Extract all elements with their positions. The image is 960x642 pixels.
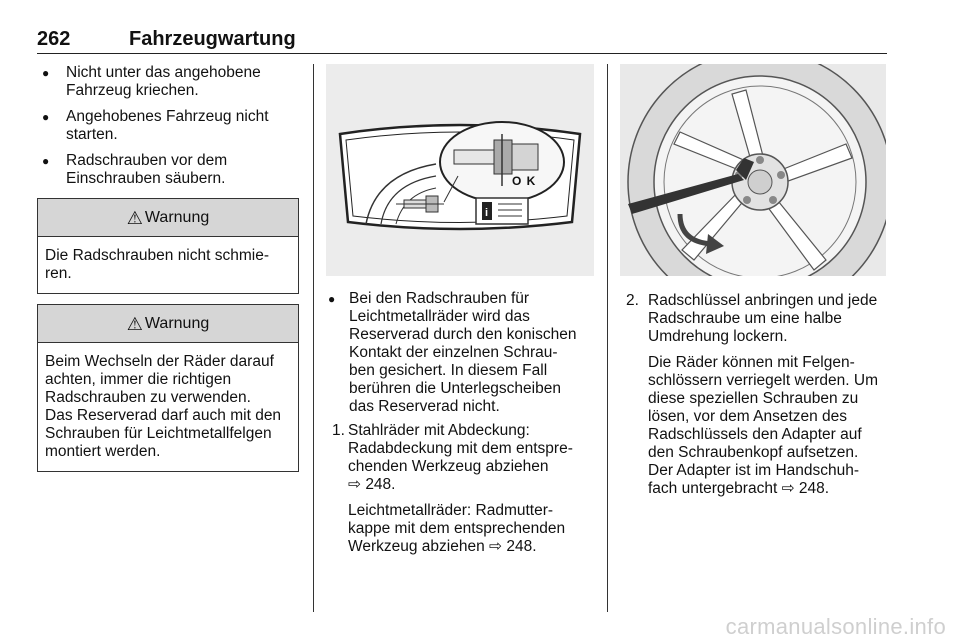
step-item [326,422,596,556]
warning-triangle-icon: ⚠ [126,313,143,334]
wheel-wrench-illustration [620,64,886,276]
step-number: 1. [332,422,345,439]
chapter-title: Fahrzeugwartung [129,28,296,50]
step-list [326,422,596,556]
warning-text: Beim Wechseln der Räder darauf achten, immer die richtigen Radschrauben zu verwenden. Das Reserverad darf auch mit den Schrauben für Leichtmetallfelgen montiert werden. [45,353,282,460]
page-ref-arrow-icon: ⇨ [781,480,795,497]
warning-header: ⚠ Warnung [38,305,298,343]
step-number: 2. [626,292,639,309]
bullet-icon: ● [42,110,50,124]
wheel-bolt-illustration [326,64,594,276]
bolt-info-list [326,290,596,416]
warning-box [37,304,299,472]
step-item [620,292,890,498]
column-divider [607,64,608,612]
column-middle [326,64,596,556]
page-ref-arrow-icon: ⇨ [489,538,503,555]
warning-text: Die Radschrauben nicht schmie- ren. [45,247,269,282]
page-header [37,30,887,54]
warning-triangle-icon: ⚠ [126,207,143,228]
bullet-icon: ● [328,292,336,306]
svg-text:i: i [485,207,489,219]
bullet-icon: ● [42,154,50,168]
list-item: ● Angehobenes Fahrzeug nicht starten. [42,108,269,143]
bullet-icon: ● [42,66,50,80]
column-right [620,64,890,498]
list-item: ● Radschrauben vor dem Einschrauben säubern. [42,152,228,187]
step-text: Die Räder können mit Felgen- schlössern verriegelt werden. Um diese speziellen Schrauben zu lösen, vor dem Ansetzen des Radschlüssels den Adapter auf den Schraubenkopf aufsetzen. Der Adapter ist im Handschuh- fach untergebracht ⇨ 248. [648,354,879,497]
list-item: ● Nicht unter das angehobene Fahrzeug kriechen. [42,64,261,99]
wheel-diagram-svg [620,64,886,276]
column-left [37,64,299,472]
watermark: carmanualsonline.info [725,614,946,639]
step-text: Radschlüssel anbringen und jede Radschraube um eine halbe Umdrehung lockern. [648,292,878,345]
safety-bullet-list [37,64,299,188]
bolt-diagram-svg [326,64,594,276]
page-number: 262 [37,28,71,50]
warning-header: ⚠ Warnung [38,199,298,237]
list-item: ● Bei den Radschrauben für Leichtmetallräder wird das Reserverad durch den konischen Kontakt der einzelnen Schrau- ben gesichert. In diesem Fall berühren die Unterlegscheiben das Reserverad nicht. [328,290,577,415]
warning-box [37,198,299,294]
column-divider [313,64,314,612]
step-list [620,292,890,498]
step-text: Leichtmetallräder: Radmutter- kappe mit dem entsprechenden Werkzeug abziehen ⇨ 248. [348,502,566,555]
step-text: Stahlräder mit Abdeckung: Radabdeckung mit dem entspre- chenden Werkzeug abziehen ⇨ 248. [348,422,573,493]
ok-label: O K [512,174,537,188]
page-ref-arrow-icon: ⇨ [348,476,361,493]
